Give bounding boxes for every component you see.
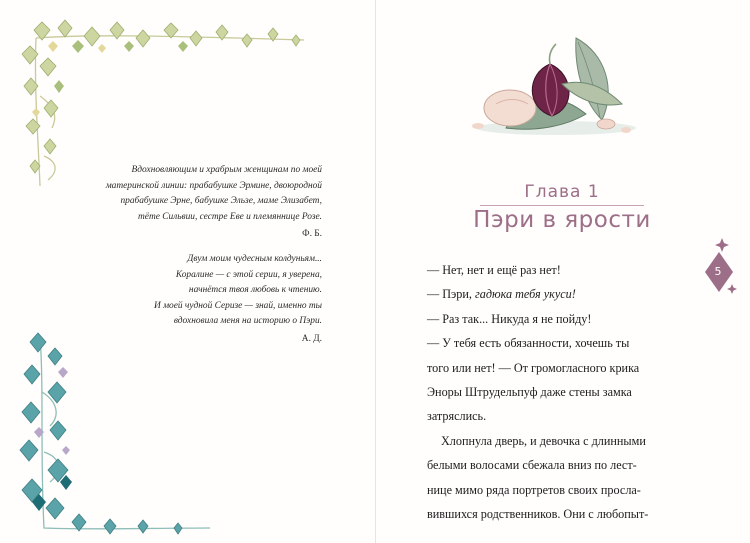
text-line: — Раз так... Никуда я не пойду! xyxy=(427,311,592,326)
text-line: Хлопнула дверь, и девочка с длинными xyxy=(441,433,646,448)
dedication-line: начнётся твоя любовь к чтению. xyxy=(188,285,322,296)
text-line: нице мимо ряда портретов своих просла- xyxy=(427,482,641,497)
dedication-line: Коралине — с этой серии, я уверена, xyxy=(175,269,322,280)
dedication-signature-1: Ф. Б. xyxy=(302,229,322,240)
dedication-line: И моей чудной Серизе — знай, именно ты xyxy=(153,300,322,311)
chapter-title: Пэри в ярости xyxy=(473,207,651,233)
text-line: вившихся родственников. Они с любопыт- xyxy=(427,507,649,522)
dedication-line: тёте Сильвии, сестре Еве и племяннице Розе. xyxy=(138,211,322,222)
onion-leaves-illustration xyxy=(466,34,642,140)
text-line: того или нет! — От громогласного крика xyxy=(427,360,640,375)
page-number: 5 xyxy=(714,265,722,278)
text-line: — Нет, нет и ещё раз нет! xyxy=(427,263,561,277)
dedication-line: прабабушке Эрне, бабушке Эльзе, маме Элизабет, xyxy=(120,196,322,207)
text-line xyxy=(427,282,705,306)
dedication-line: материнской линии: прабабушке Эрмине, двоюродной xyxy=(105,180,322,191)
chapter-label: Глава 1 xyxy=(524,182,600,202)
dedication-line: Вдохновляющим и храбрым женщинам по моей xyxy=(131,165,322,175)
text-line: Эноры Штрудельпуф даже стены замка xyxy=(427,385,632,400)
sparkle-icon xyxy=(715,238,729,252)
text-line: — У тебя есть обязанности, хочешь ты xyxy=(427,336,630,351)
text-line: белыми волосами сбежала вниз по лест- xyxy=(427,458,637,473)
text-line: затряслись. xyxy=(427,409,487,424)
dedication-signature-2: А. Д. xyxy=(301,333,322,344)
chapter-body-text xyxy=(427,258,705,526)
text-span: — Пэри, xyxy=(427,287,475,302)
dedication-line: Двум моим чудесным колдуньям... xyxy=(187,254,322,264)
sparkle-icon xyxy=(727,284,737,294)
dedication-paragraph-1 xyxy=(60,163,322,243)
chapter-divider xyxy=(480,205,644,206)
ivy-vine-bottom-ornament xyxy=(14,332,214,537)
text-span-italic: гадюка тебя укуси! xyxy=(474,287,576,302)
dedication-line: вдохновила меня на историю о Пэри. xyxy=(173,316,322,327)
